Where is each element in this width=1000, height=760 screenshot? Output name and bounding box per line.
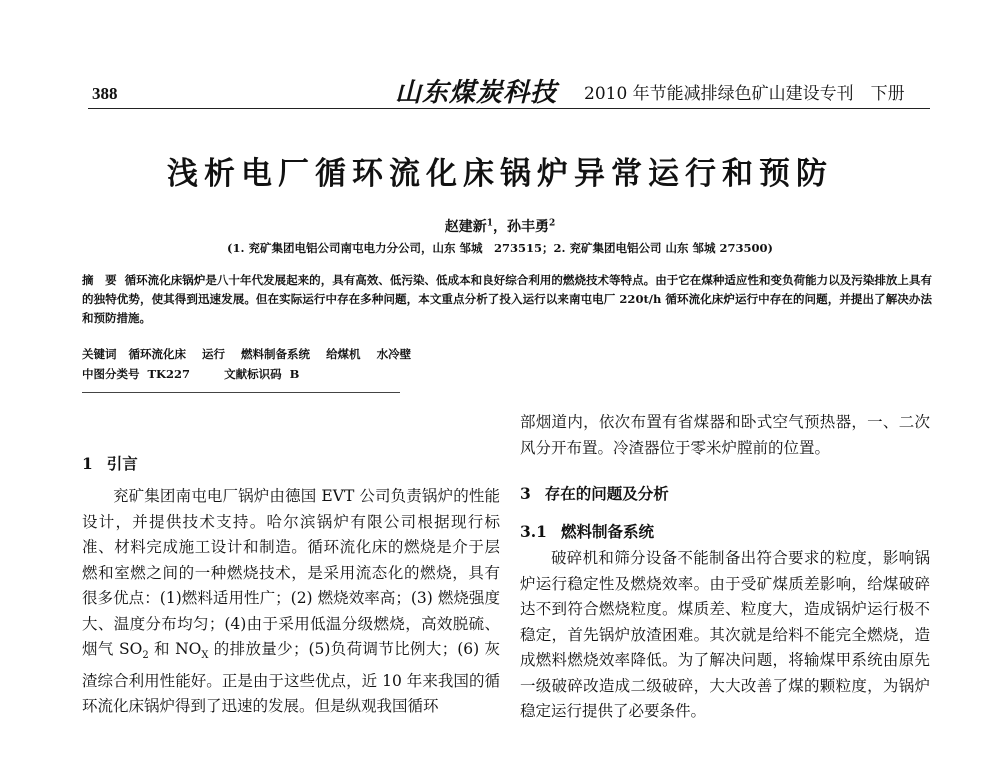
abstract-label: 摘 要 — [82, 273, 117, 287]
keyword-item: 给煤机 — [326, 347, 361, 361]
paragraph-text: 兖矿集团南屯电厂锅炉由德国 EVT 公司负责锅炉的性能设计，并提供技术支持。哈尔滨锅炉有限公司根据现行标准、材料完成施工设计和制造。循环流化床的燃烧是介于层燃和室燃之间的一种燃烧技术，是采用流态化的燃烧，具有很多优点：(1)燃料适用性广；(2) 燃烧效率高；(3) 燃烧强度大、温度分布均匀；(4)由于采用低温分级燃烧，高效脱硫、烟气 SO — [82, 487, 500, 658]
author-separator: ， — [493, 219, 507, 235]
paragraph-text: 和 NO — [148, 640, 202, 658]
affiliation: (1. 兖矿集团电铝公司南屯电力分公司，山东 邹城 273515；2. 兖矿集团电铝公司 山东 邹城 273500) — [227, 241, 773, 255]
keywords-label: 关键词 — [82, 347, 117, 361]
doc-code-label: 文献标识码 — [224, 367, 282, 381]
clc-label: 中图分类号 — [82, 367, 140, 381]
section-3-1-number: 3.1 — [520, 522, 547, 541]
clc-value: TK227 — [147, 367, 191, 381]
author-2: 孙丰勇 — [507, 219, 549, 235]
header-rule — [88, 108, 930, 109]
subscript: X — [201, 650, 209, 662]
section-1-title: 引言 — [106, 454, 138, 473]
section-1-number: 1 — [82, 454, 93, 473]
paper-title: 浅析电厂循环流化床锅炉异常运行和预防 — [167, 156, 833, 192]
keyword-item: 循环流化床 — [128, 347, 187, 361]
author-1: 赵建新 — [444, 219, 487, 235]
keyword-item: 水冷壁 — [376, 347, 412, 361]
subscript: 2 — [142, 650, 149, 662]
right-intro-paragraph: 部烟道内，依次布置有省煤器和卧式空气预热器，一、二次风分开布置。冷渣器位于零米炉膛前的位置。 — [520, 413, 930, 457]
section-1-heading — [82, 452, 138, 474]
authors — [0, 216, 1000, 236]
page-number: 388 — [92, 84, 118, 103]
keyword-item: 运行 — [202, 347, 226, 361]
section-3-number: 3 — [520, 484, 531, 503]
classification — [82, 366, 299, 382]
section-rule — [82, 392, 400, 393]
abstract-text: 循环流化床锅炉是八十年代发展起来的，具有高效、低污染、低成本和良好综合利用的燃烧技术等特点。由于它在煤种适应性和变负荷能力以及污染排放上具有的独特优势，使其得到迅速发展。但在实际运行中存在多种问题，本文重点分析了投入运行以来南屯电厂 220t/h 循环流化床炉运行中存在的问题，并提出了解决办法和预防措施。 — [82, 273, 932, 325]
journal-logo: 山东煤炭科技 — [395, 78, 558, 108]
section-3-1-title: 燃料制备系统 — [560, 522, 654, 541]
section-3-1-paragraph: 破碎机和筛分设备不能制备出符合要求的粒度，影响锅炉运行稳定性及燃烧效率。由于受矿煤质差影响，给煤破碎达不到符合燃烧粒度。煤质差、粒度大，造成锅炉运行极不稳定，首先锅炉放渣困难。其次就是给料不能完全燃烧，造成燃料燃烧效率降低。为了解决问题，将输煤甲系统由原先一级破碎改造成二级破碎，大大改善了煤的颗粒度，为锅炉稳定运行提供了必要条件。 — [520, 549, 930, 720]
section-3-1-heading — [520, 520, 654, 542]
issue-title: 2010 年节能减排绿色矿山建设专刊 下册 — [584, 84, 905, 104]
keywords — [82, 346, 423, 362]
paragraph-text: 的排放量少；(5)负荷调节比例大；(6) 灰渣综合利用性能好。正是由于这些优点，近 10 年来我国的循环流化床锅炉得到了迅速的发展。但是纵观我国循环 — [82, 640, 500, 716]
section-3-title: 存在的问题及分析 — [544, 484, 669, 503]
section-1-paragraph — [82, 484, 500, 720]
author-2-sup: 2 — [549, 218, 556, 229]
section-3-heading — [520, 482, 669, 504]
doc-code-value: B — [289, 367, 300, 381]
author-1-sup: 1 — [486, 218, 493, 229]
abstract — [82, 271, 932, 328]
keyword-item: 燃料制备系统 — [241, 347, 311, 361]
